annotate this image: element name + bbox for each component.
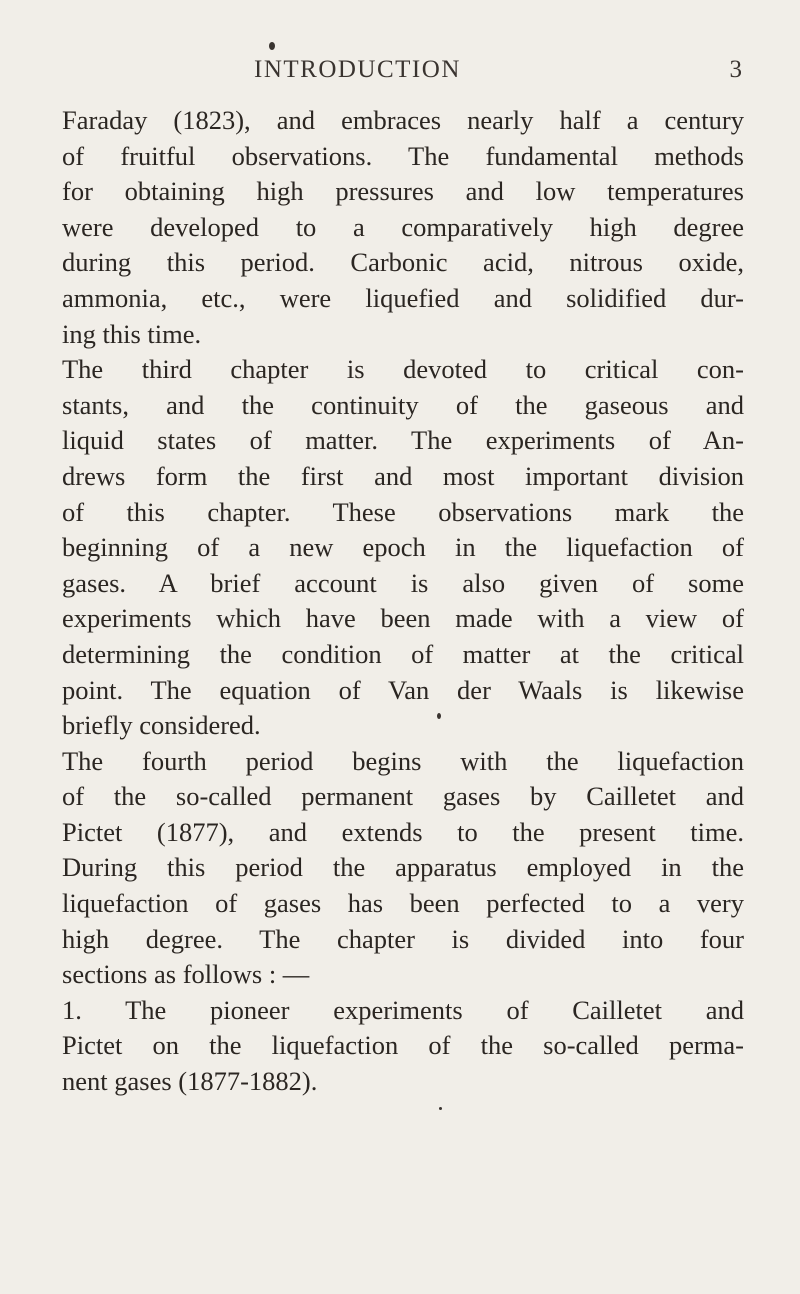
text-line: briefly considered. [62,710,261,741]
text-line: during this period. Carbonic acid, nitrous oxide, [62,247,744,278]
text-line: of fruitful observations. The fundamental methods [62,140,744,171]
text-line: were developed to a comparatively high degree [62,211,744,242]
text-line: Pictet on the liquefaction of the so-called perma- [62,1030,744,1061]
text-line: The fourth period begins with the liquefaction [62,745,744,776]
text-line: drews form the first and most important division [62,460,744,491]
text-line: sections as follows : — [62,959,310,990]
text-line: liquefaction of gases has been perfected to a very [62,888,744,919]
text-line: nent gases (1877-1882). [62,1066,318,1097]
ink-speck [439,1107,442,1110]
text-line: beginning of a new epoch in the liquefaction of [62,532,744,563]
ink-speck [269,42,275,50]
text-line: point. The equation of Van der Waals is likewise [62,674,744,705]
running-head: INTRODUCTION [254,56,461,83]
text-line: ing this time. [62,318,202,349]
text-line: Faraday (1823), and embraces nearly half a century [62,105,744,135]
text-line: The third chapter is devoted to critical con- [62,354,744,385]
page-number: 3 [729,56,742,83]
text-line: of this chapter. These observations mark the [62,496,744,527]
text-line: for obtaining high pressures and low temperatures [62,176,744,207]
text-line: ammonia, etc., were liquefied and solidified dur- [62,282,744,313]
ink-speck [437,713,441,719]
text-line: Pictet (1877), and extends to the present time. [62,816,744,847]
text-line: liquid states of matter. The experiments of An- [62,425,744,456]
text-line: experiments which have been made with a view of [62,603,744,634]
text-line: high degree. The chapter is divided into four [62,923,744,954]
body-text [62,103,744,1100]
page-header [62,56,742,92]
text-line: 1. The pioneer experiments of Cailletet and [62,994,744,1025]
text-line: of the so-called permanent gases by Cailletet and [62,781,744,812]
text-line: stants, and the continuity of the gaseous and [62,389,744,420]
text-line: gases. A brief account is also given of some [62,567,744,598]
text-line: determining the condition of matter at the critical [62,638,744,669]
text-line: During this period the apparatus employed in the [62,852,744,883]
